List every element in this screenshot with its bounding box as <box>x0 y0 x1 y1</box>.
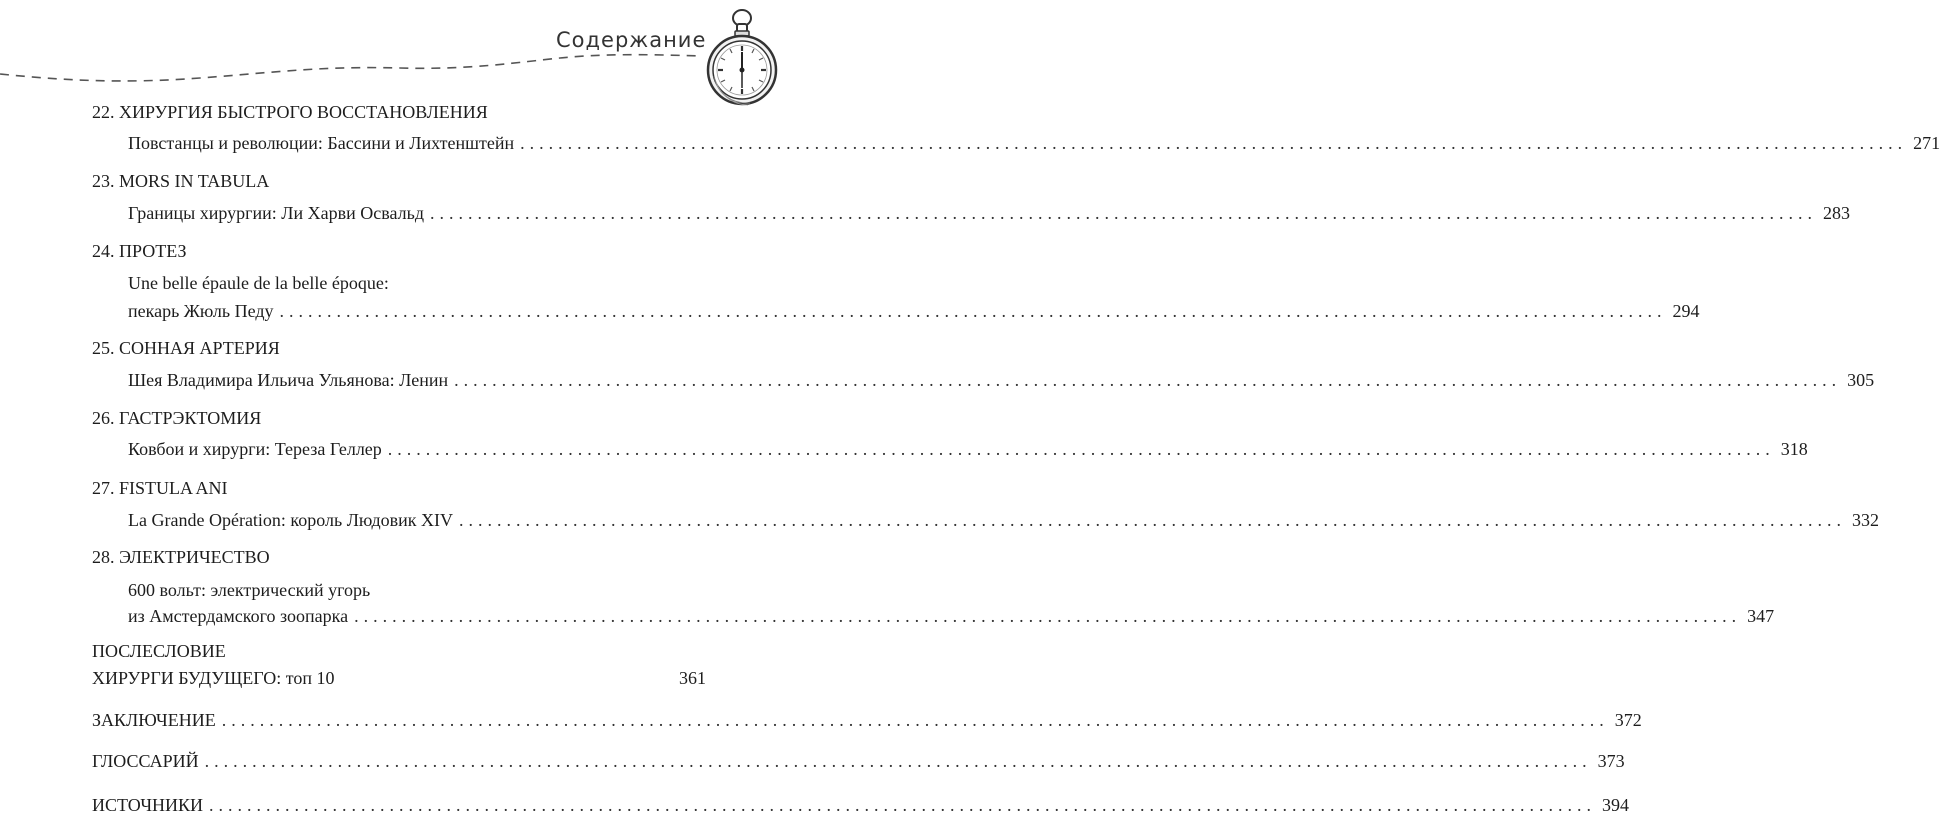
chapter-heading: 25. СОННАЯ АРТЕРИЯ <box>92 338 280 358</box>
section-label: ИСТОЧНИКИ <box>92 791 209 819</box>
dot-leader: .................................................................................................................................................. <box>454 370 1842 390</box>
page-number: 305 <box>1841 366 1874 394</box>
dot-leader: .................................................................................................................................................. <box>458 510 1846 530</box>
chapter-heading: 26. ГАСТРЭКТОМИЯ <box>92 408 262 428</box>
chapter-subtitle-line: Une belle épaule de la belle époque: <box>128 273 389 293</box>
chapter-subtitle: La Grande Opération: король Людовик XIV <box>128 506 459 534</box>
page-number: 373 <box>1592 747 1625 775</box>
section-label: ЗАКЛЮЧЕНИЕ <box>92 706 222 734</box>
dot-leader: .................................................................................................................................................. <box>387 439 1775 459</box>
page-number: 394 <box>1596 791 1629 819</box>
section-label: ГЛОССАРИЙ <box>92 747 205 775</box>
dot-leader: .................................................................................................................................................. <box>279 301 1667 321</box>
chapter-subtitle: Шея Владимира Ильича Ульянова: Ленин <box>128 366 454 394</box>
page-number: 318 <box>1775 435 1808 463</box>
page-number: 361 <box>673 664 706 692</box>
page-number: 294 <box>1667 297 1700 325</box>
chapter-subtitle-line: 600 вольт: электрический угорь <box>128 580 371 600</box>
dot-leader: .................................................................................................................................................. <box>354 606 1742 626</box>
chapter-subtitle: Повстанцы и революции: Бассини и Лихтенштейн <box>128 129 520 157</box>
dot-leader: .................................................................................................................................................. <box>430 203 1818 223</box>
chapter-subtitle: пекарь Жюль Педу <box>128 297 280 325</box>
section-title: Содержание <box>556 28 707 52</box>
dot-leader: .................................................................................................................................................. <box>209 795 1597 815</box>
page-number: 283 <box>1817 199 1850 227</box>
section-heading: ПОСЛЕСЛОВИЕ <box>92 641 226 661</box>
page-number: 347 <box>1741 602 1774 630</box>
chapter-heading: 28. ЭЛЕКТРИЧЕСТВО <box>92 547 270 567</box>
chapter-subtitle: Ковбои и хирурги: Тереза Геллер <box>128 435 388 463</box>
chapter-heading: 22. ХИРУРГИЯ БЫСТРОГО ВОССТАНОВЛЕНИЯ <box>92 102 488 122</box>
dot-leader: .................................................................................................................................................. <box>204 751 1592 771</box>
dot-leader: .................................................................................................................................................. <box>520 133 1908 153</box>
dot-leader: .................................................................................................................................................. <box>221 710 1609 730</box>
page-number: 332 <box>1846 506 1879 534</box>
chapter-subtitle: Границы хирургии: Ли Харви Освальд <box>128 199 430 227</box>
page-number: 372 <box>1609 706 1642 734</box>
chapter-subtitle: из Амстердамского зоопарка <box>128 602 354 630</box>
chapter-heading: 27. FISTULA ANI <box>92 478 228 498</box>
page-number: 271 <box>1907 129 1940 157</box>
chapter-heading: 23. MORS IN TABULA <box>92 171 270 191</box>
section-label: ХИРУРГИ БУДУЩЕГО: топ 10 <box>92 664 340 692</box>
chapter-heading: 24. ПРОТЕЗ <box>92 241 187 261</box>
